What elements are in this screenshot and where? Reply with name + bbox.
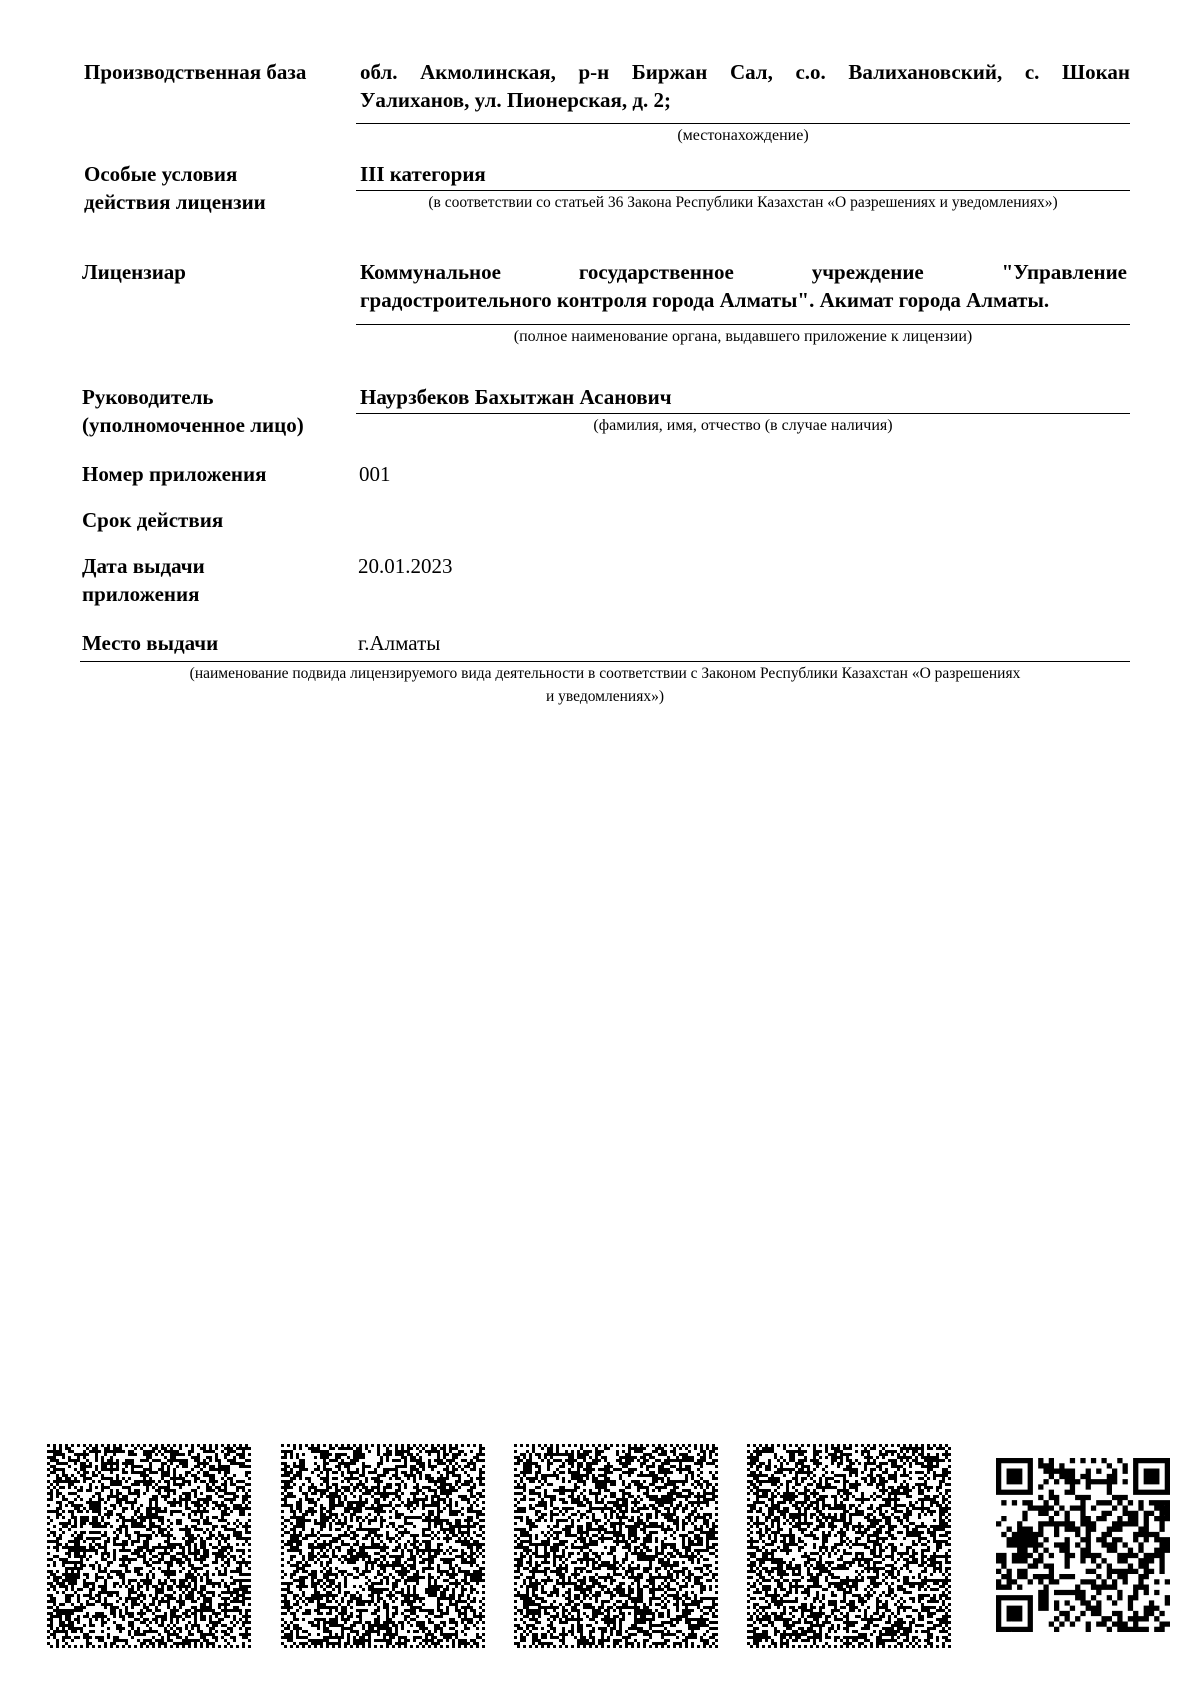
conditions-underline (356, 190, 1130, 191)
place-caption-line2: и уведомлениях») (546, 688, 664, 705)
head-label-line2: (уполномоченное лицо) (82, 413, 304, 437)
licensor-value-line2: градостроительного контроля города Алматы". Акимат города Алматы. (360, 288, 1050, 312)
head-caption: (фамилия, имя, отчество (в случае наличия) (593, 417, 893, 434)
place-value: г.Алматы (358, 631, 441, 655)
head-value: Наурзбеков Бахытжан Асанович (360, 385, 672, 409)
datamatrix-code-4 (747, 1444, 951, 1648)
datamatrix-code-2 (281, 1444, 485, 1648)
base-value-line2: Уалиханов, ул. Пионерская, д. 2; (360, 88, 671, 112)
number-value: 001 (359, 462, 391, 486)
validity-label: Срок действия (82, 508, 224, 532)
issue-date-label-line2: приложения (82, 582, 200, 606)
base-label: Производственная база (84, 60, 307, 84)
issue-date-label-line1: Дата выдачи (82, 554, 205, 578)
licensor-underline (356, 324, 1130, 325)
base-value-line1: обл. Акмолинская, р-н Биржан Сал, с.о. Валихановский, с. Шокан (360, 60, 1130, 84)
base-caption: (местонахождение) (677, 127, 809, 144)
place-underline (80, 661, 1130, 662)
number-label: Номер приложения (82, 462, 267, 486)
conditions-value: III категория (360, 162, 486, 186)
conditions-label-line2: действия лицензии (84, 190, 266, 214)
datamatrix-code-1 (47, 1444, 251, 1648)
qr-code (996, 1458, 1170, 1632)
issue-date-value: 20.01.2023 (358, 554, 453, 578)
place-caption-line1: (наименование подвида лицензируемого вида деятельности в соответствии с Законом Республики Казахстан «О разрешениях (189, 665, 1021, 682)
place-label: Место выдачи (82, 631, 219, 655)
base-underline (356, 123, 1130, 124)
conditions-caption: (в соответствии со статьей 36 Закона Республики Казахстан «О разрешениях и уведомлениях») (428, 194, 1058, 211)
head-label-line1: Руководитель (82, 385, 214, 409)
conditions-label-line1: Особые условия (84, 162, 238, 186)
head-underline (356, 413, 1130, 414)
licensor-caption: (полное наименование органа, выдавшего приложение к лицензии) (513, 328, 973, 345)
licensor-value-line1: Коммунальное государственное учреждение "Управление (360, 260, 1127, 284)
datamatrix-code-3 (514, 1444, 718, 1648)
licensor-label: Лицензиар (82, 260, 186, 284)
